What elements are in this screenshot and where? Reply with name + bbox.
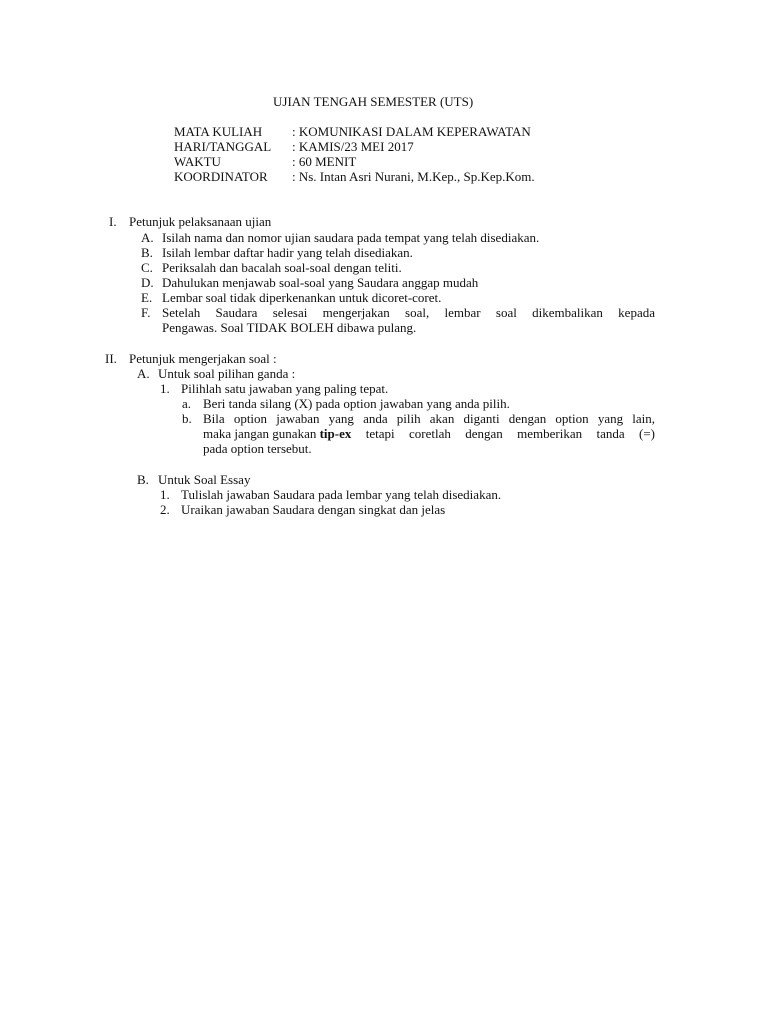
section1-item-text: Setelah Saudara selesai mengerjakan soal, lembar soal dikembalikan kepada (162, 305, 655, 320)
section2-heading: Petunjuk mengerjakan soal : (129, 351, 277, 366)
part-b-item-marker: 2. (160, 502, 170, 517)
sub-item-b-text-after-bold: tetapi coretlah dengan memberikan tanda (=) (351, 426, 655, 441)
info-value-mata-kuliah: : KOMUNIKASI DALAM KEPERAWATAN (292, 124, 531, 139)
info-key-hari-tanggal: HARI/TANGGAL (174, 139, 272, 154)
part-b-item-text: Uraikan jawaban Saudara dengan singkat dan jelas (181, 502, 446, 517)
info-key-waktu: WAKTU (174, 154, 221, 169)
info-key-koordinator: KOORDINATOR (174, 169, 268, 184)
sub-item-a-marker: a. (182, 396, 192, 411)
section1-item-marker: B. (141, 245, 153, 260)
section1-item-text: Periksalah dan bacalah soal-soal dengan teliti. (162, 260, 402, 275)
part-a-heading: Untuk soal pilihan ganda : (158, 366, 296, 381)
section1-item-marker: E. (141, 290, 153, 305)
section1-item-text: Dahulukan menjawab soal-soal yang Saudara anggap mudah (162, 275, 479, 290)
section1-item-text-continued: Pengawas. Soal TIDAK BOLEH dibawa pulang. (162, 320, 417, 335)
info-key-mata-kuliah: MATA KULIAH (174, 124, 263, 139)
part-b-heading: Untuk Soal Essay (158, 472, 251, 487)
sub-item-b-text-final: pada option tersebut. (203, 441, 312, 456)
section1-item-text: Isilah nama dan nomor ujian saudara pada tempat yang telah disediakan. (162, 230, 540, 245)
part-b-item-marker: 1. (160, 487, 170, 502)
section1-marker: I. (109, 214, 117, 229)
sub-item-b-marker: b. (182, 411, 192, 426)
part-a-marker: A. (137, 366, 150, 381)
section1-item-marker: F. (141, 305, 151, 320)
section2-marker: II. (105, 351, 117, 366)
section1-item-text: Isilah lembar daftar hadir yang telah disediakan. (162, 245, 413, 260)
part-a-item-marker: 1. (160, 381, 170, 396)
section1-item-text: Lembar soal tidak diperkenankan untuk dicoret-coret. (162, 290, 442, 305)
exam-title: UJIAN TENGAH SEMESTER (UTS) (273, 94, 474, 109)
sub-item-b-text-before-bold: maka jangan gunakan (203, 426, 320, 441)
section1-item-marker: C. (141, 260, 153, 275)
part-b-marker: B. (137, 472, 149, 487)
info-value-koordinator: : Ns. Intan Asri Nurani, M.Kep., Sp.Kep.Kom. (292, 169, 535, 184)
section1-item-marker: D. (141, 275, 154, 290)
section1-item-marker: A. (141, 230, 154, 245)
info-value-hari-tanggal: : KAMIS/23 MEI 2017 (292, 139, 414, 154)
part-b-item-text: Tulislah jawaban Saudara pada lembar yang telah disediakan. (181, 487, 502, 502)
sub-item-a-text: Beri tanda silang (X) pada option jawaban yang anda pilih. (203, 396, 510, 411)
tip-ex-emphasis: tip-ex (319, 426, 352, 441)
info-value-waktu: : 60 MENIT (292, 154, 357, 169)
sub-item-b-text-continued (203, 426, 655, 441)
sub-item-b-text: Bila option jawaban yang anda pilih akan diganti dengan option yang lain, (203, 411, 655, 426)
part-a-item-text: Pilihlah satu jawaban yang paling tepat. (181, 381, 389, 396)
section1-heading: Petunjuk pelaksanaan ujian (129, 214, 272, 229)
